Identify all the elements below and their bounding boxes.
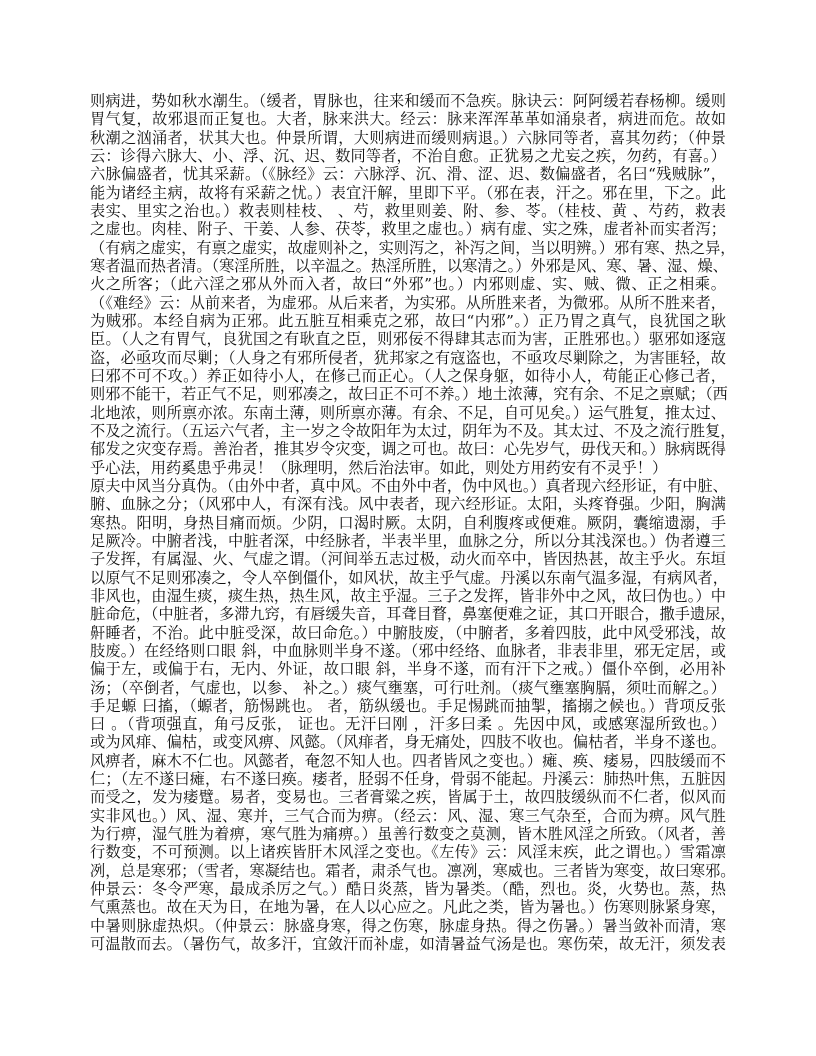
text-line: 以原气不足则邪凑之，令人卒倒僵仆，如风状，故主乎气虚。丹溪以东南气温多湿，有病风者， [90,568,728,587]
text-line: 冽，总是寒邪；（雪者，寒凝结也。霜者，肃杀气也。凛冽，寒威也。三者皆为寒变，故曰寒邪。 [90,861,736,880]
text-line: 火之所客；（此六淫之邪从外而入者，故曰“外邪”也。）内邪则虚、实、贼、微、正之相乘。 [90,275,726,294]
text-line: （有病之虚实，有禀之虚实，故虚则补之，实则泻之，补泻之间，当以明辨。）邪有寒、热之异， [90,238,736,257]
text-line: 行数变，不可预测。以上诸疾皆肝木风淫之变也。《左传》云：风淫末疾，此之谓也。）雪霜凛 [90,843,726,862]
text-line: 非风也，由湿生痰，痰生热，热生风，故主乎湿。三子之发挥，皆非外中之风，故曰伪也。）中 [90,586,726,605]
text-line: 乎心法，用药奚患乎弗灵！（脉理明，然后治法审。如此，则处方用药安有不灵乎！） [90,458,668,477]
text-line: 汤；（卒倒者，气虚也，以参、 补之。）痰气壅塞，可行吐剂。（痰气壅塞胸膈，须吐而解之。） [90,678,726,697]
text-line: 秋潮之汹涌者，状其大也。仲景所谓，大则病进而缓则病退。）六脉同等者，喜其勿药；（仲景 [90,128,726,147]
text-line: 曰 。（背项强直，角弓反张， 证也。无汗曰刚 ，汗多曰柔 。先因中风，或感寒湿所致也。） [90,715,726,734]
text-line: 寒者温而热者清。（寒淫所胜，以辛温之。热淫所胜，以寒清之。）外邪是风、寒、暑、湿、燥、 [90,256,728,275]
text-line: （《难经》云：从前来者，为虚邪。从后来者，为实邪。从所胜来者，为微邪。从所不胜来者， [90,293,726,312]
text-line: 鼾睡者，不治。此中脏受深，故曰命危。）中腑肢废，（中腑者，多着四肢，此中风受邪浅，故 [90,623,726,642]
text-line: 曰邪不可不攻。）养正如待小人，在修己而正心。（人之保身躯，如待小人，苟能正心修己者， [90,366,726,385]
text-line: 可温散而去。（暑伤气，故多汗，宜敛汗而补虚，如清暑益气汤是也。寒伤荣，故无汗，须发表 [90,935,726,954]
text-line: 臣。（人之有胃气，良犹国之有耿直之臣，则邪佞不得肆其志而为害，正胜邪也。）驱邪如逐寇 [90,330,726,349]
text-line: 原夫中风当分真伪。（由外中者，真中风。不由外中者，伪中风也。）真者现六经形证，有中脏、 [90,476,728,495]
text-line: 则邪不能干，若正气不足，则邪凑之，故曰正不可不养。）地土浓薄，究有余、不足之禀赋；（西 [90,385,728,404]
text-line: 中暑则脉虚热炽。（仲景云：脉盛身寒，得之伤寒，脉虚身热。得之伤暑。）暑当敛补而清，寒 [90,916,726,935]
text-line: 为贼邪。本经自病为正邪。此五脏互相乘克之邪，故曰“内邪”。）正乃胃之真气，良犹国之耿 [90,311,726,330]
text-line: 盗，必亟攻而尽剿；（人身之有邪所侵者，犹邦家之有寇盗也，不亟攻尽剿除之，为害匪轻，故 [90,348,726,367]
text-line: 郁发之灾变存焉。善治者，推其岁令灾变，调之可也。故曰：心先岁气，毋伐天和。）脉病既得 [90,440,726,459]
text-line: 实非风也。）风、湿、寒并，三气合而为痹。（经云：风、湿、寒三气杂至，合而为痹。风气胜 [90,806,726,825]
text-line: 气熏蒸也。故在天为日，在地为暑，在人以心应之。凡此之类，皆为暑也。）伤寒则脉紧身寒， [90,898,726,917]
text-line: 而受之，发为痿躄。易者，变易也。三者膏粱之疾，皆属于土，故四肢缓纵而不仁者，似风而 [90,788,726,807]
text-line: 脏命危，（中脏者，多滞九窍，有唇缓失音，耳聋目瞀，鼻塞便难之证，其口开眼合，撒手遗尿， [90,605,736,624]
document-body [90,92,736,954]
text-line: 表实、里实之治也。）救表则桂枝、 、芍，救里则姜、附、参、苓。（桂枝、黄 、芍药，救表 [90,201,726,220]
text-line: 之虚也。肉桂、附子、干姜、人参、茯苓，救里之虚也。）病有虚、实之殊，虚者补而实者泻； [90,220,726,239]
text-line: 足厥冷。中腑者浅，中脏者深，中经脉者，半表半里，血脉之分，所以分其浅深也。）伪者遵三 [90,531,726,550]
text-line: 仲景云：冬令严寒，最成杀厉之气。）酷日炎蒸，皆为暑类。（酷，烈也。炎，火势也。蒸，热 [90,880,726,899]
text-line: 为行痹，湿气胜为着痹，寒气胜为痛痹。）虽善行数变之莫测，皆木胜风淫之所致。（风者，善 [90,825,726,844]
text-line: 不及之流行。（五运六气者，主一岁之令故阳年为太过，阴年为不及。其太过、不及之流行胜复， [90,421,736,440]
text-line: 或为风痱、偏枯，或变风痹、风懿。（风痱者，身无痛处，四肢不收也。偏枯者，半身不遂也。 [90,733,726,752]
text-line: 偏于左，或偏于右，无内、外证，故口眼 斜，半身不遂，而有汗下之戒。）僵仆卒倒，必用补 [90,660,726,679]
text-line: 胃气复，故邪退而正复也。大者，脉来洪大。经云：脉来浑浑革革如涌泉者，病进而危。故如 [90,110,726,129]
text-line: 手足螈 曰搐，（螈者，筋惕跳也。 者，筋纵缓也。手足惕跳而抽掣，搐搦之候也。）背项反张 [90,696,726,715]
text-line: 六脉偏盛者，忧其采薪。（《脉经》云：六脉浮、沉、滑、涩、迟、数偏盛者，名曰“残贼脉”， [90,165,726,184]
text-line: 仁；（左不遂曰瘫，右不遂曰痪。痿者，胫弱不任身，骨弱不能起。丹溪云：肺热叶焦，五脏因 [90,770,726,789]
text-line: 寒热。阳明，身热目痛而烦。少阴，口渴时厥。太阴，自利腹疼或便难。厥阴，囊缩遗溺，手 [90,513,726,532]
text-line: 风痹者，麻木不仁也。风懿者，奄忽不知人也。四者皆风之变也。）瘫、痪、痿易，四肢缓而不 [90,751,726,770]
text-line: 则病进，势如秋水潮生。（缓者，胃脉也，往来和缓而不急疾。脉诀云：阿阿缓若春杨柳。缓则 [90,92,726,110]
text-line: 能为诸经主病，故将有采薪之忧。）表宜汗解，里即下平。（邪在表，汗之。邪在里，下之。此 [90,183,726,202]
text-line: 肢废。）在经络则口眼 斜，中血脉则半身不遂。（邪中经络、血脉者，非表非里，邪无定居，或 [90,641,726,660]
text-line: 腑、血脉之分；（风邪中人，有深有浅。风中表者，现六经形证。太阳，头疼脊强。少阳，胸满 [90,495,726,514]
text-line: 子发挥，有属湿、火、气虚之谓。（河间举五志过极，动火而卒中，皆因热甚，故主乎火。东垣 [90,550,726,569]
text-line: 云：诊得六脉大、小、浮、沉、迟、数同等者，不治自愈。正犹易之尤妄之疾，勿药，有喜。） [90,146,726,165]
text-line: 北地浓，则所禀亦浓。东南土薄，则所禀亦薄。有余、不足，自可见矣。）运气胜复，推太过、 [90,403,726,422]
